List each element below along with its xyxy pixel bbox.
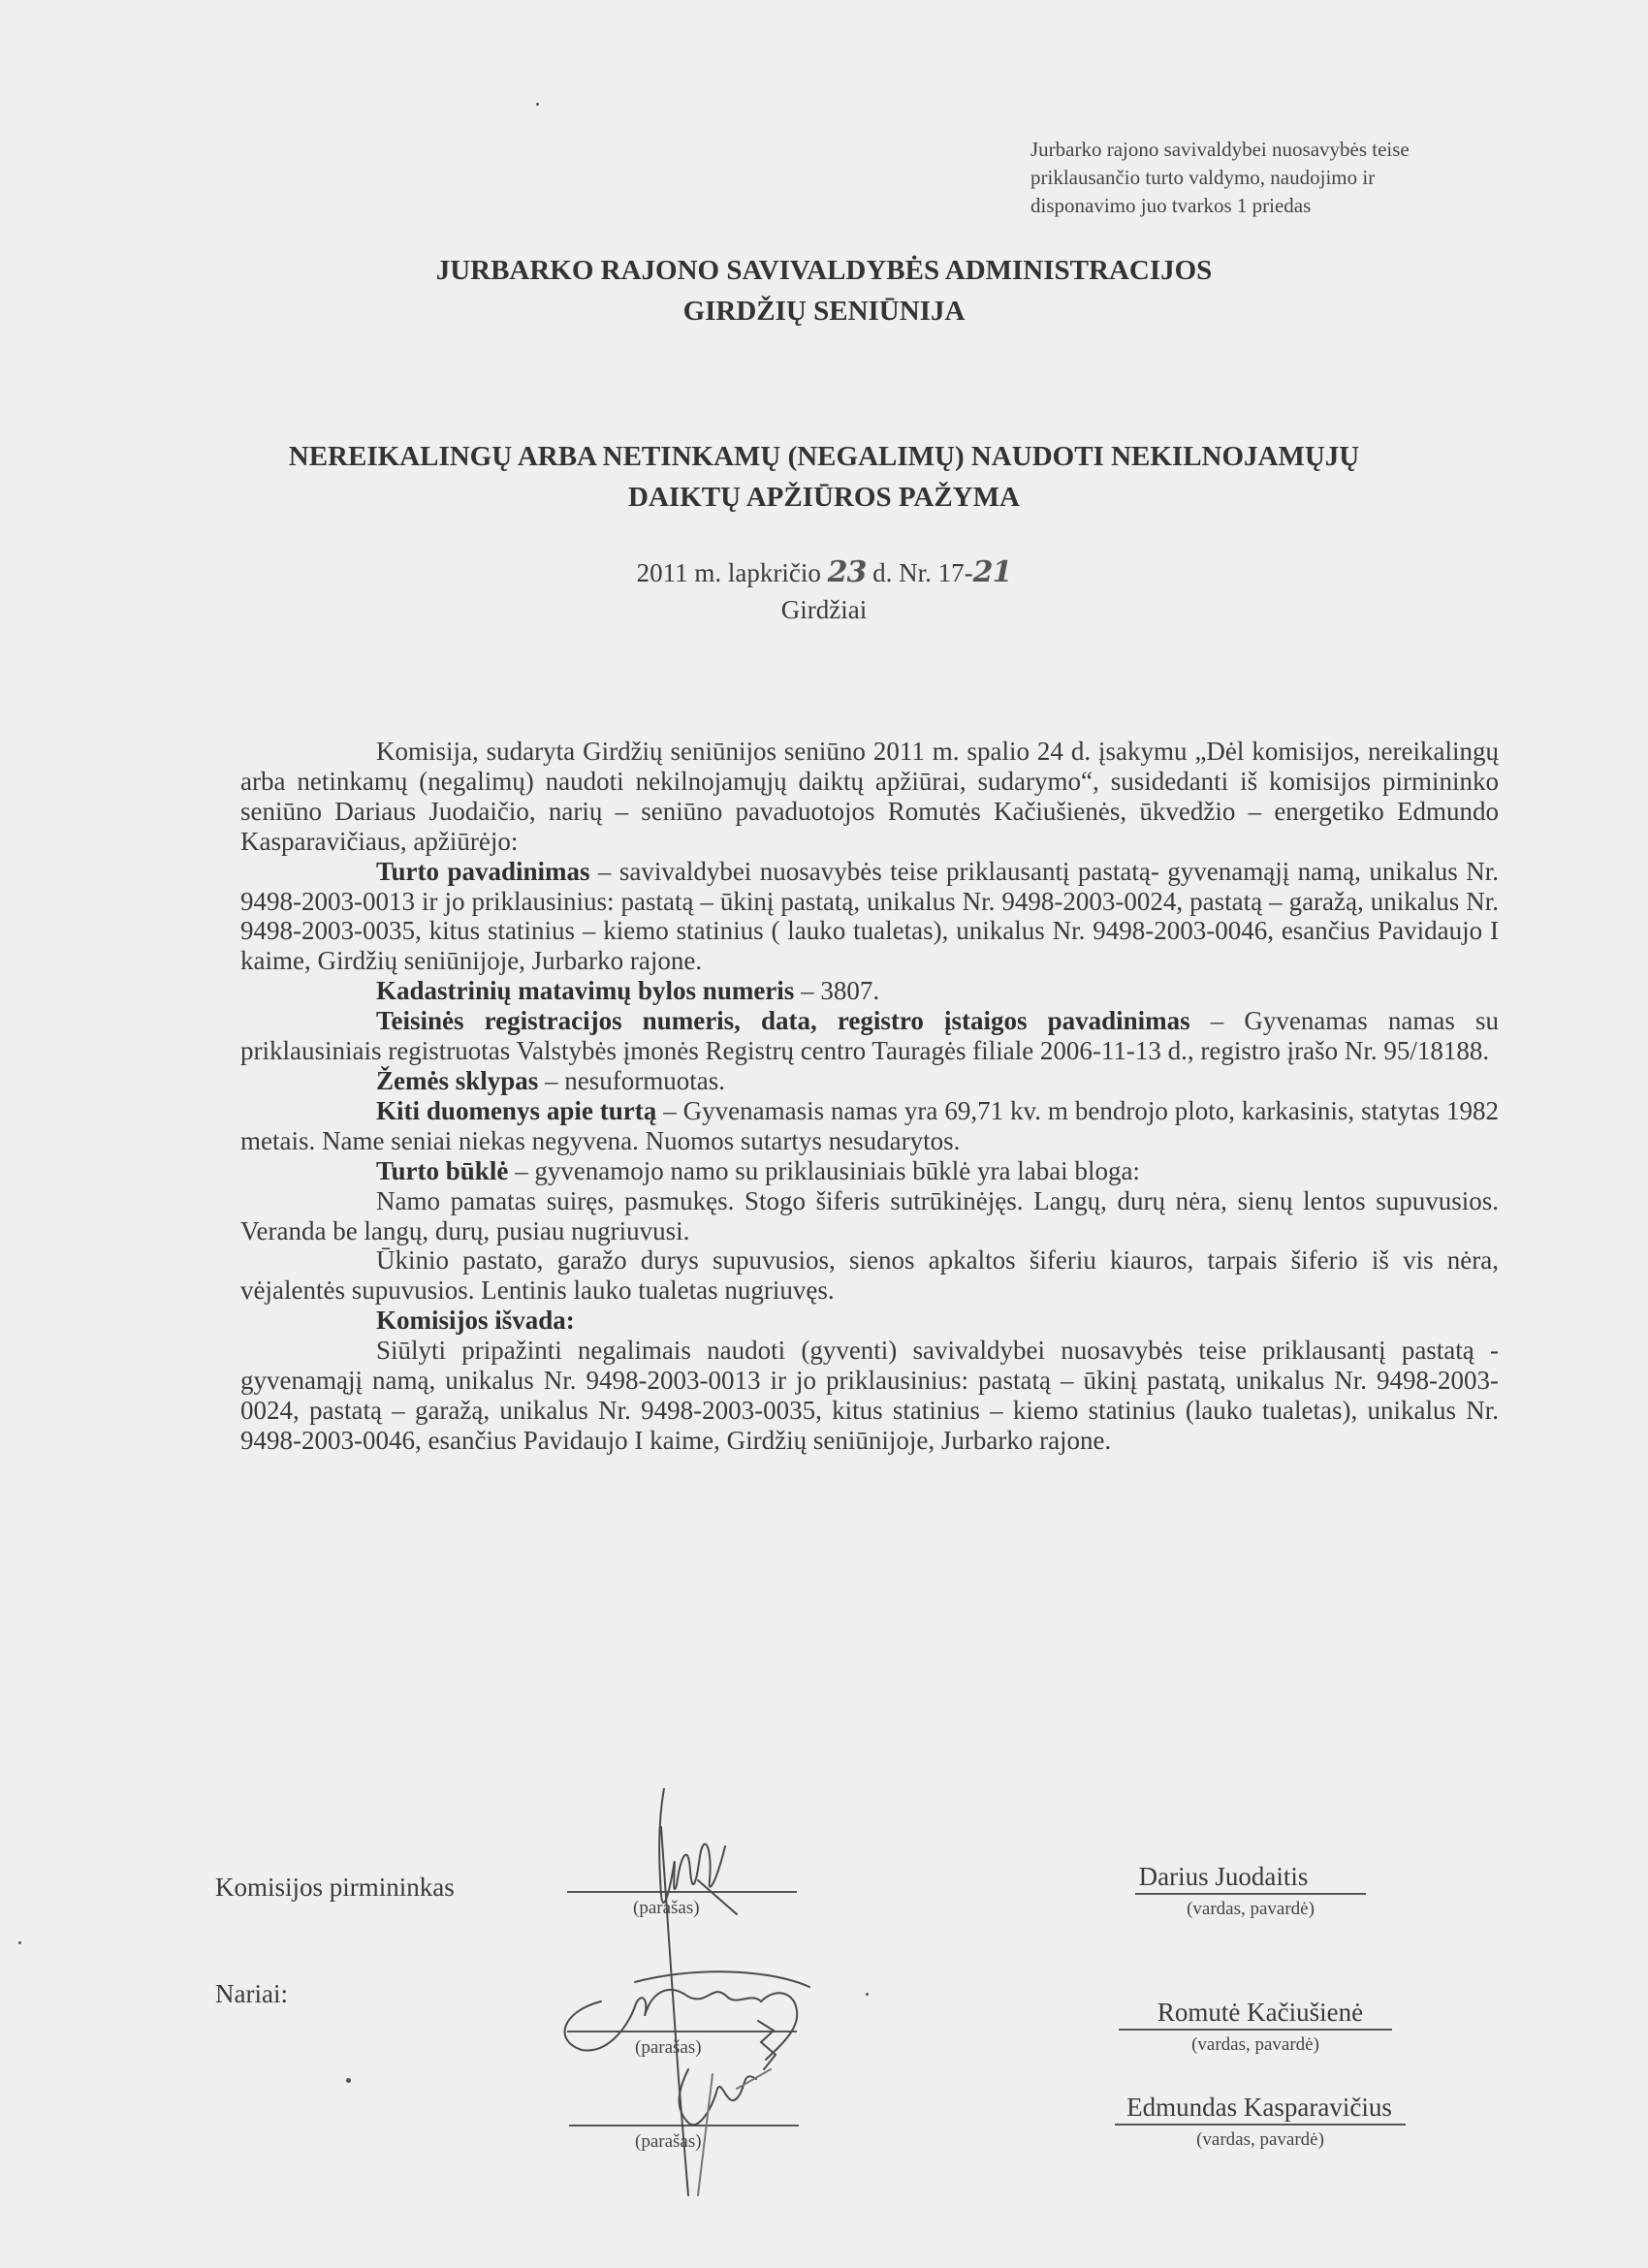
section-label: Turto pavadinimas	[376, 856, 590, 886]
section-label: Žemės sklypas	[376, 1065, 539, 1095]
scan-speck	[866, 1993, 869, 1996]
conclusion-paragraph: Siūlyti pripažinti negalimais naudoti (gyventi) savivaldybei nuosavybės teise priklausantį pastatą - gyvenamąjį namą, unikalus Nr. 9498-2003-0013 ir jo priklausinius: pastatą – ūkinį pastatą, unikalus Nr. 9498-2003-0024, pastatą – garažą, unikalus Nr. 9498-2003-0035, kitus statinius – kiemo statinius (lauko tualetas), unikalus Nr. 9498-2003-0046, esančius Pavidaujo I kaime, Girdžių seniūnijoje, Jurbarko rajone.	[240, 1336, 1499, 1455]
signature-stroke	[698, 2074, 713, 2195]
signature-stroke	[680, 2069, 756, 2125]
section-paragraph	[240, 857, 1499, 977]
signature-caption: (parašas)	[633, 1898, 700, 1918]
signature-caption: (parašas)	[635, 2131, 702, 2152]
condition-paragraph: Namo pamatas suiręs, pasmukęs. Stogo šiferis sutrūkinėjęs. Langų, durų nėra, sienų lentos supuvusios. Veranda be langų, durų, pusiau nugriuvusi.	[240, 1185, 1499, 1245]
conclusion-heading	[240, 1306, 1499, 1336]
chair-label: Komisijos pirmininkas	[215, 1873, 455, 1902]
signature-stroke	[758, 2021, 776, 2069]
section-text: – savivaldybei nuosavybės teise priklausantį pastatą- gyvenamąjį namą, unikalus Nr. 9498-2003-0013 ir jo priklausinius: pastatą – ūkinį pastatą, unikalus Nr. 9498-2003-0024, pastatą – garažą, unikalus Nr. 9498-2003-0035, kitus statinius – kiemo statinius ( lauko tualetas), unikalus Nr. 9498-2003-0046, esančius Pavidaujo I kaime, Girdžių seniūnijoje, Jurbarko rajone.	[240, 856, 1499, 976]
section-text: – gyvenamojo namo su priklausiniais būklė yra labai bloga:	[508, 1155, 1140, 1185]
section-label: Turto būklė	[376, 1155, 509, 1185]
scan-speck	[346, 2078, 351, 2083]
section-text: – Gyvenamasis namas yra 69,71 kv. m bendrojo ploto, karkasinis, statytas 1982 metais. Name seniai niekas negyvena. Nuomos sutartys nesudarytos.	[240, 1095, 1499, 1155]
section-text: – nesuformuotas.	[538, 1065, 725, 1095]
scan-speck	[536, 103, 539, 106]
signer-name-block	[1062, 1998, 1449, 2056]
annex-note	[1030, 136, 1535, 220]
signature-stroke	[635, 1971, 809, 1987]
signature-caption: (parašas)	[635, 2037, 702, 2058]
section-paragraph	[240, 1066, 1499, 1096]
document-title-line-2: DAIKTŲ APŽIŪROS PAŽYMA	[628, 482, 1020, 513]
section-paragraph	[240, 1006, 1499, 1066]
signer-name-block	[1062, 1862, 1440, 1920]
handwritten-day: 23	[827, 555, 867, 589]
name-caption: (vardas, pavardė)	[1191, 2034, 1319, 2055]
section-paragraph	[240, 976, 1499, 1006]
annex-line: Jurbarko rajono savivaldybei nuosavybės teise	[1030, 138, 1410, 161]
section-label: Kiti duomenys apie turtą	[376, 1095, 657, 1125]
signer-name: Darius Juodaitis	[1135, 1862, 1367, 1895]
document-title-line-1: NEREIKALINGŲ ARBA NETINKAMŲ (NEGALIMŲ) NAUDOTI NEKILNOJAMŲJŲ	[288, 441, 1360, 472]
section-label: Teisinės registracijos numeris, data, registro įstaigos pavadinimas	[376, 1006, 1190, 1036]
organization-line-1: JURBARKO RAJONO SAVIVALDYBĖS ADMINISTRACIJOS	[435, 255, 1213, 286]
annex-line: priklausančio turto valdymo, naudojimo ir	[1030, 166, 1376, 189]
dateline	[0, 554, 1648, 628]
document-body	[240, 737, 1499, 1456]
annex-line: disponavimo juo tvarkos 1 priedas	[1030, 194, 1312, 217]
name-caption: (vardas, pavardė)	[1196, 2129, 1324, 2150]
date-number-prefix: d. Nr. 17-	[872, 558, 973, 587]
section-paragraph	[240, 1156, 1499, 1186]
condition-paragraph: Ūkinio pastato, garažo durys supuvusios, sienos apkaltos šiferiu kiauros, tarpais šiferio iš vis nėra, vėjalentės supuvusios. Lentinis lauko tualetas nugriuvęs.	[240, 1245, 1499, 1306]
conclusion-label: Komisijos išvada:	[376, 1306, 575, 1336]
signature-stroke	[698, 1880, 737, 1914]
section-label: Kadastrinių matavimų bylos numeris	[376, 976, 795, 1006]
scan-speck	[18, 1941, 21, 1944]
signer-name: Romutė Kačiušienė	[1119, 1998, 1392, 2031]
signature-stroke	[659, 1788, 725, 1903]
signer-name: Edmundas Kasparavičius	[1115, 2093, 1406, 2126]
organization-heading	[0, 250, 1648, 331]
intro-paragraph: Komisija, sudaryta Girdžių seniūnijos seniūno 2011 m. spalio 24 d. įsakymu „Dėl komisijos, nereikalingų arba netinkamų (negalimų) naudoti nekilnojamųjų daiktų apžiūrai, sudarymo“, susidedanti iš komisijos pirmininko seniūno Dariaus Juodaičio, narių – seniūno pavaduotojos Romutės Kačiušienės, ūkvedžio – energetiko Edmundo Kasparavičiaus, apžiūrėjo:	[240, 737, 1499, 856]
place: Girdžiai	[780, 595, 868, 624]
handwritten-signatures	[543, 1788, 872, 2215]
signature-stroke	[737, 2069, 771, 2089]
members-label: Nariai:	[215, 1979, 288, 2008]
date-prefix: 2011 m. lapkričio	[636, 558, 821, 587]
section-text: – 3807.	[794, 976, 880, 1006]
section-text: – Gyvenamas namas su priklausiniais registruotas Valstybės įmonės Registrų centro Tauragės filiale 2006-11-13 d., registro įrašo Nr. 95/18188.	[240, 1006, 1499, 1066]
name-caption: (vardas, pavardė)	[1187, 1899, 1315, 1919]
section-paragraph	[240, 1096, 1499, 1156]
organization-line-2: GIRDŽIŲ SENIŪNIJA	[682, 296, 966, 327]
signer-name-block	[1071, 2093, 1449, 2151]
signature-stroke	[565, 1990, 798, 2060]
document-title	[0, 436, 1648, 518]
handwritten-number: 21	[972, 555, 1012, 589]
